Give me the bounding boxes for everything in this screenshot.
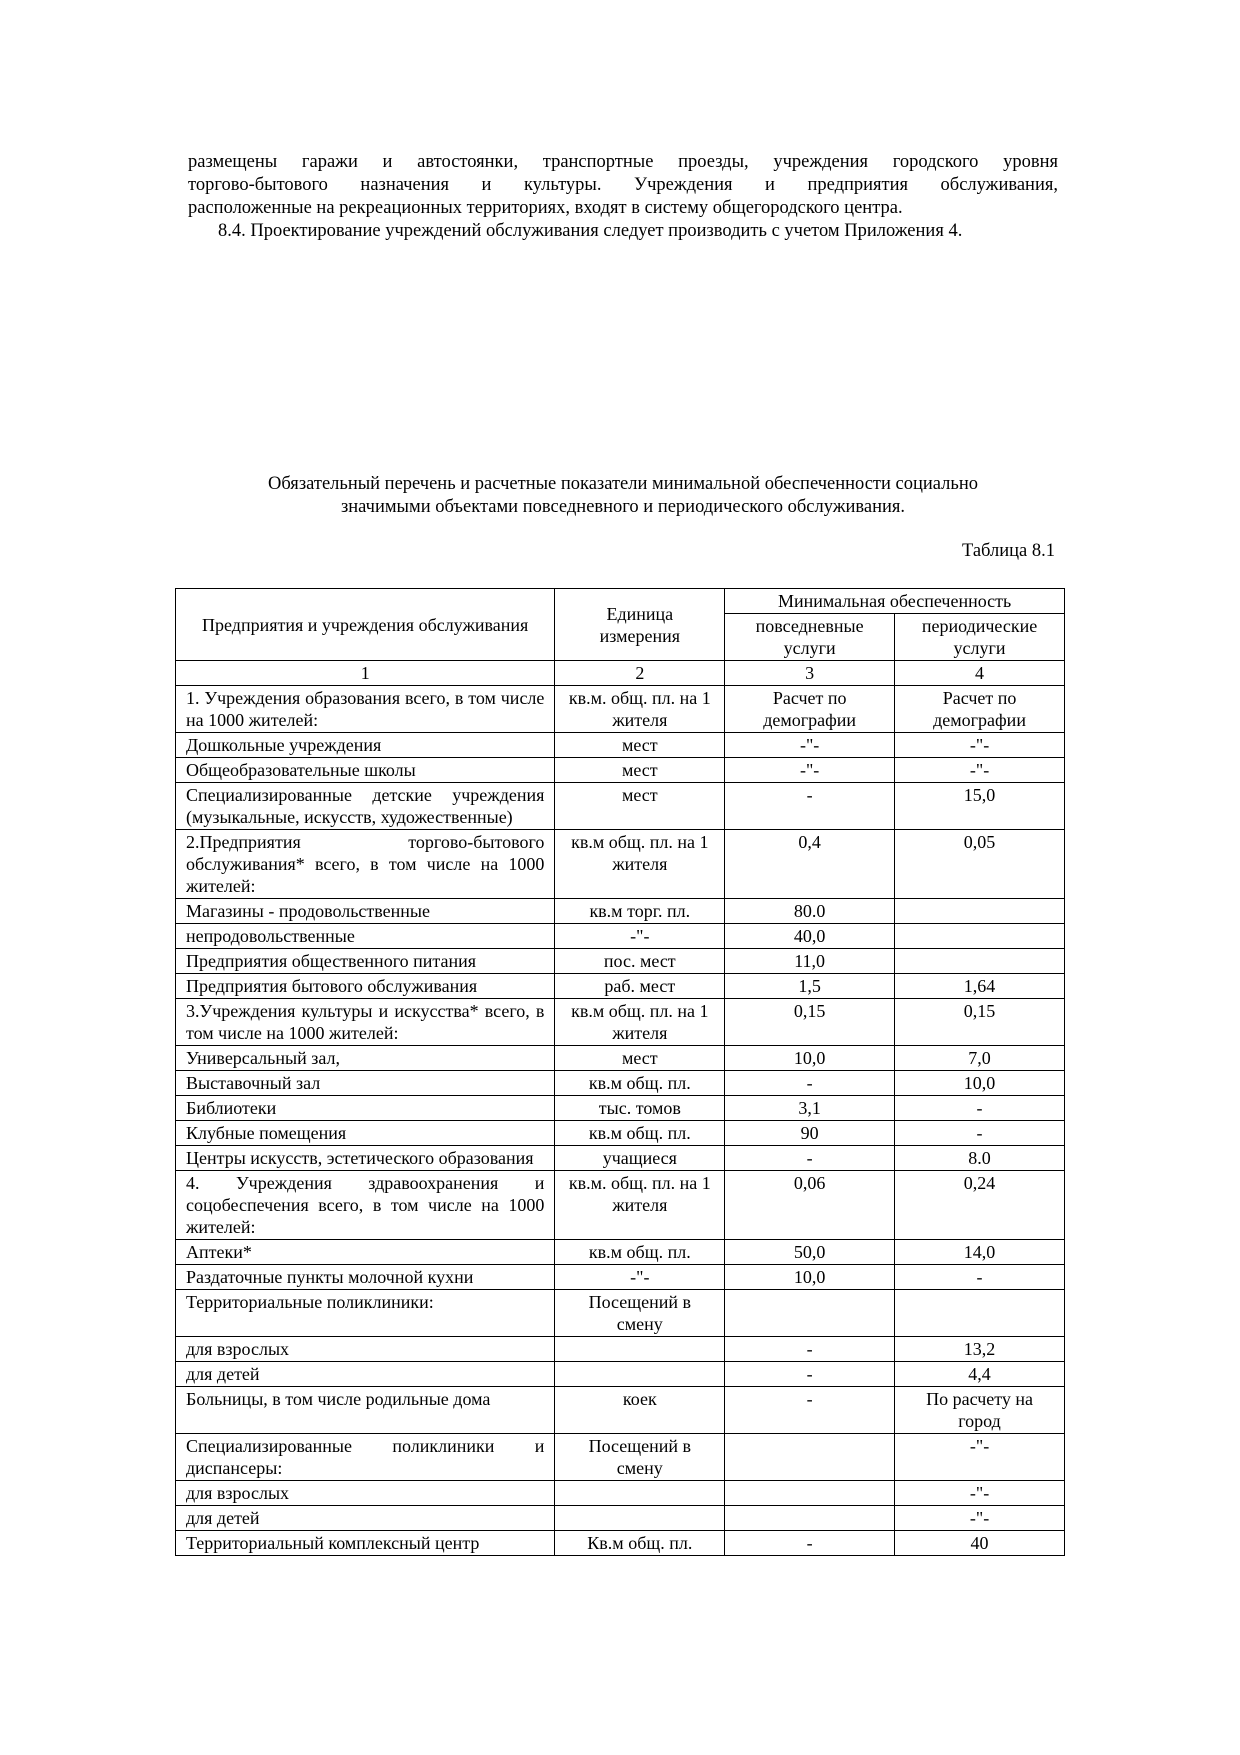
cell-name: Общеобразовательные школы [176,758,555,783]
table-row [176,1387,1065,1434]
cell-name: 3.Учреждения культуры и искусства* всего, в том числе на 1000 жителей: [176,999,555,1046]
cell-daily: 0,15 [725,999,895,1046]
cell-daily: 3,1 [725,1096,895,1121]
intro-line: расположенные на рекреационных территориях, входят в систему общегородского центра. [188,198,903,218]
cell-unit: учащиеся [555,1146,725,1171]
cell-periodic: -"- [895,1481,1065,1506]
cell-daily [725,1506,895,1531]
cell-periodic: 8.0 [895,1146,1065,1171]
cell-periodic: По расчету на город [895,1387,1065,1434]
cell-daily [725,1434,895,1481]
cell-name: Дошкольные учреждения [176,733,555,758]
table-row [176,1171,1065,1240]
cell-daily: - [725,1146,895,1171]
cell-periodic: 40 [895,1531,1065,1556]
header-row [176,589,1065,614]
cell-periodic [895,949,1065,974]
cell-unit: мест [555,783,725,830]
cell-daily [725,1290,895,1337]
header-enterprises: Предприятия и учреждения обслуживания [176,589,555,661]
cell-name: Специализированные поликлиники и диспансеры: [176,1434,555,1481]
cell-name: Аптеки* [176,1240,555,1265]
table-body [176,686,1065,1556]
cell-periodic [895,899,1065,924]
cell-unit: коек [555,1387,725,1434]
table-row [176,1265,1065,1290]
cell-name: Выставочный зал [176,1071,555,1096]
cell-daily: - [725,1337,895,1362]
cell-periodic: -"- [895,1506,1065,1531]
cell-name: Клубные помещения [176,1121,555,1146]
table-row [176,1121,1065,1146]
cell-unit: кв.м общ. пл. на 1 жителя [555,999,725,1046]
cell-name: Универсальный зал, [176,1046,555,1071]
cell-daily: 40,0 [725,924,895,949]
cell-periodic: - [895,1265,1065,1290]
table-row [176,758,1065,783]
cell-unit: кв.м общ. пл. на 1 жителя [555,830,725,899]
cell-name: для детей [176,1506,555,1531]
cell-daily: 90 [725,1121,895,1146]
cell-periodic: -"- [895,758,1065,783]
cell-periodic: Расчет по демографии [895,686,1065,733]
cell-name: Предприятия общественного питания [176,949,555,974]
cell-unit [555,1362,725,1387]
cell-unit: кв.м общ. пл. [555,1071,725,1096]
table-row [176,1506,1065,1531]
cell-name: Магазины - продовольственные [176,899,555,924]
cell-unit [555,1481,725,1506]
header-periodic: периодические услуги [895,614,1065,661]
cell-periodic: - [895,1096,1065,1121]
cell-periodic: 1,64 [895,974,1065,999]
cell-name: 1. Учреждения образования всего, в том числе на 1000 жителей: [176,686,555,733]
cell-daily: - [725,1362,895,1387]
table-row [176,974,1065,999]
cell-daily: Расчет по демографии [725,686,895,733]
provision-table [175,588,1065,1556]
cell-daily: -"- [725,758,895,783]
cell-name: Территориальные поликлиники: [176,1290,555,1337]
cell-daily: 50,0 [725,1240,895,1265]
table-row [176,686,1065,733]
cell-daily: -"- [725,733,895,758]
caption-line: значимыми объектами повседневного и периодического обслуживания. [340,497,906,517]
cell-name: Специализированные детские учреждения (музыкальные, искусств, художественные) [176,783,555,830]
table-row [176,1046,1065,1071]
cell-unit: мест [555,758,725,783]
table-row [176,783,1065,830]
cell-unit [555,1337,725,1362]
cell-periodic: 7,0 [895,1046,1065,1071]
cell-name: 4. Учреждения здравоохранения и соцобеспечения всего, в том числе на 1000 жителей: [176,1171,555,1240]
intro-line: размещены гаражи и автостоянки, транспортные проезды, учреждения городского уровня [188,152,1058,172]
cell-unit: кв.м общ. пл. [555,1240,725,1265]
header-unit: Единица измерения [555,589,725,661]
cell-daily: 0,06 [725,1171,895,1240]
cell-unit: Кв.м общ. пл. [555,1531,725,1556]
cell-daily: 10,0 [725,1046,895,1071]
paragraph-8-4: 8.4. Проектирование учреждений обслуживания следует производить с учетом Приложения 4. [218,221,963,241]
cell-unit: кв.м торг. пл. [555,899,725,924]
cell-periodic [895,924,1065,949]
cell-name: Библиотеки [176,1096,555,1121]
cell-unit: Посещений в смену [555,1290,725,1337]
cell-periodic: - [895,1121,1065,1146]
cell-name: Больницы, в том числе родильные дома [176,1387,555,1434]
table-row [176,1146,1065,1171]
cell-unit: раб. мест [555,974,725,999]
header-min-provision: Минимальная обеспеченность [725,589,1065,614]
intro-paragraph [188,151,1058,220]
cell-periodic: -"- [895,1434,1065,1481]
intro-line: торгово-бытового назначения и культуры. Учреждения и предприятия обслуживания, [188,175,1058,195]
cell-periodic: 14,0 [895,1240,1065,1265]
table-caption [188,473,1058,519]
cell-name: 2.Предприятия торгово-бытового обслуживания* всего, в том числе на 1000 жителей: [176,830,555,899]
column-number-row [176,661,1065,686]
cell-name: для взрослых [176,1481,555,1506]
cell-unit: Посещений в смену [555,1434,725,1481]
cell-unit: -"- [555,1265,725,1290]
column-number: 1 [176,661,555,686]
table-row [176,1481,1065,1506]
table-row [176,1071,1065,1096]
cell-periodic: 0,24 [895,1171,1065,1240]
header-daily: повседневные услуги [725,614,895,661]
column-number: 2 [555,661,725,686]
cell-periodic: 15,0 [895,783,1065,830]
cell-unit: пос. мест [555,949,725,974]
cell-unit: мест [555,733,725,758]
cell-name: Территориальный комплексный центр [176,1531,555,1556]
cell-daily: - [725,1531,895,1556]
cell-daily: - [725,1387,895,1434]
cell-name: Раздаточные пункты молочной кухни [176,1265,555,1290]
cell-name: для взрослых [176,1337,555,1362]
table-row [176,1240,1065,1265]
cell-periodic: 4,4 [895,1362,1065,1387]
cell-periodic: 13,2 [895,1337,1065,1362]
cell-daily: 80.0 [725,899,895,924]
table-row [176,1531,1065,1556]
caption-line: Обязательный перечень и расчетные показатели минимальной обеспеченности социально [268,474,978,494]
cell-unit: кв.м. общ. пл. на 1 жителя [555,686,725,733]
table-row [176,1434,1065,1481]
table-number: Таблица 8.1 [962,541,1055,561]
cell-daily [725,1481,895,1506]
cell-daily: - [725,1071,895,1096]
cell-daily: 10,0 [725,1265,895,1290]
cell-name: непродовольственные [176,924,555,949]
column-number: 4 [895,661,1065,686]
cell-name: для детей [176,1362,555,1387]
cell-daily: 11,0 [725,949,895,974]
table-row [176,924,1065,949]
cell-name: Предприятия бытового обслуживания [176,974,555,999]
table-row [176,1337,1065,1362]
cell-unit: тыс. томов [555,1096,725,1121]
cell-periodic: 0,15 [895,999,1065,1046]
table-row [176,899,1065,924]
table-row [176,999,1065,1046]
column-number: 3 [725,661,895,686]
table-row [176,949,1065,974]
cell-name: Центры искусств, эстетического образования [176,1146,555,1171]
table-row [176,733,1065,758]
table-row [176,1290,1065,1337]
table-row [176,830,1065,899]
cell-daily: 0,4 [725,830,895,899]
cell-daily: 1,5 [725,974,895,999]
cell-periodic: -"- [895,733,1065,758]
cell-unit: -"- [555,924,725,949]
cell-unit: кв.м. общ. пл. на 1 жителя [555,1171,725,1240]
cell-periodic [895,1290,1065,1337]
table-row [176,1096,1065,1121]
cell-unit: кв.м общ. пл. [555,1121,725,1146]
table-row [176,1362,1065,1387]
cell-periodic: 10,0 [895,1071,1065,1096]
cell-daily: - [725,783,895,830]
cell-unit: мест [555,1046,725,1071]
cell-periodic: 0,05 [895,830,1065,899]
cell-unit [555,1506,725,1531]
